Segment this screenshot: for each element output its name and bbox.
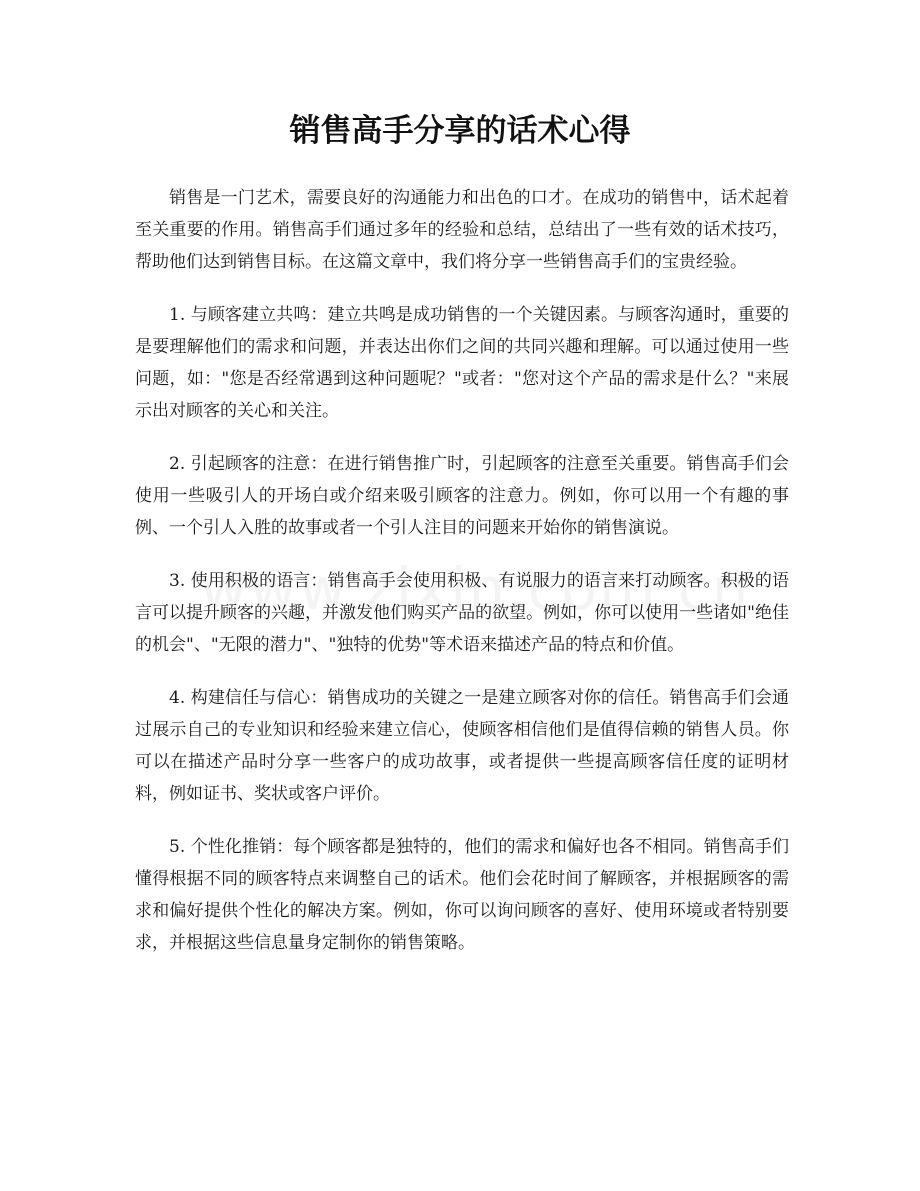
- document-body: [135, 182, 789, 980]
- tip-3-paragraph: 3. 使用积极的语言：销售高手会使用积极、有说服力的语言来打动顾客。积极的语言可以提升顾客的兴趣，并激发他们购买产品的欲望。例如，你可以使用一些诸如"绝佳的机会"、"无限的潜力"、"独特的优势"等术语来描述产品的特点和价值。: [135, 571, 789, 655]
- tip-4-paragraph: 4. 构建信任与信心：销售成功的关键之一是建立顾客对你的信任。销售高手们会通过展示自己的专业知识和经验来建立信心，使顾客相信他们是值得信赖的销售人员。你可以在描述产品时分享一些客户的成功故事，或者提供一些提高顾客信任度的证明材料，例如证书、奖状或客户评价。: [135, 688, 789, 804]
- tip-1-paragraph: 1. 与顾客建立共鸣：建立共鸣是成功销售的一个关键因素。与顾客沟通时，重要的是要理解他们的需求和问题，并表达出你们之间的共同兴趣和理解。可以通过使用一些问题，如："您是否经常遇到这种问题呢？"或者："您对这个产品的需求是什么？"来展示出对顾客的关心和关注。: [135, 305, 789, 421]
- intro-paragraph: 销售是一门艺术，需要良好的沟通能力和出色的口才。在成功的销售中，话术起着至关重要的作用。销售高手们通过多年的经验和总结，总结出了一些有效的话术技巧，帮助他们达到销售目标。在这篇文章中，我们将分享一些销售高手们的宝贵经验。: [135, 188, 789, 272]
- tip-5-paragraph: 5. 个性化推销：每个顾客都是独特的，他们的需求和偏好也各不相同。销售高手们懂得根据不同的顾客特点来调整自己的话术。他们会花时间了解顾客，并根据顾客的需求和偏好提供个性化的解决方案。例如，你可以询问顾客的喜好、使用环境或者特别要求，并根据这些信息量身定制你的销售策略。: [135, 837, 789, 953]
- tip-2-paragraph: 2. 引起顾客的注意：在进行销售推广时，引起顾客的注意至关重要。销售高手们会使用一些吸引人的开场白或介绍来吸引顾客的注意力。例如，你可以用一个有趣的事例、一个引人入胜的故事或者一个引人注目的问题来开始你的销售演说。: [135, 454, 789, 538]
- document-title: 销售高手分享的话术心得: [289, 113, 631, 149]
